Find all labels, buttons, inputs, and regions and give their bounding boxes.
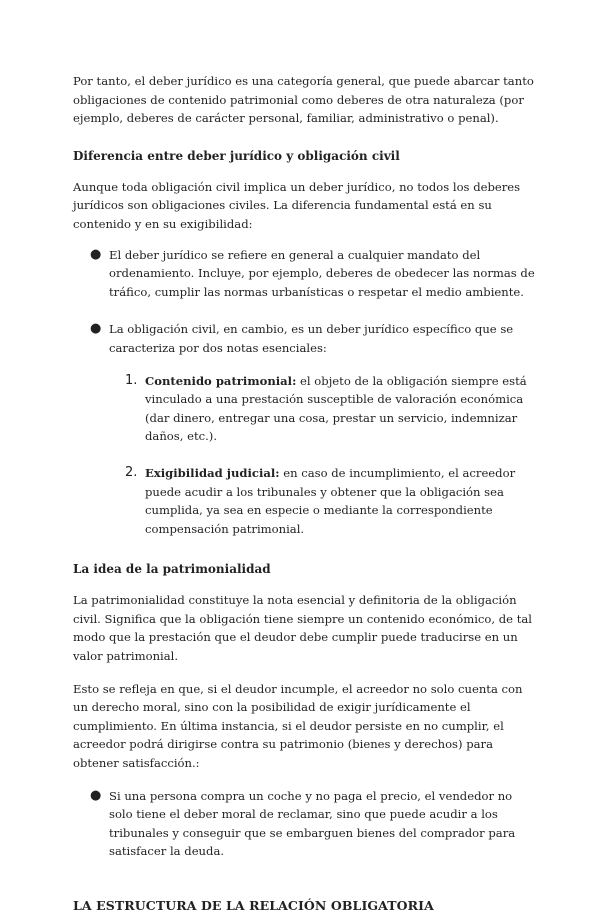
number-marker: 1. [125, 372, 138, 388]
term-text: el objeto de la obligación siempre está vinculado a una prestación susceptible de valoración económica (dar dinero, entregar una cosa, prestar un servicio, indemnizar daños, etc.). [145, 373, 527, 444]
bullet-marker: ● [90, 787, 102, 803]
diferencia-bullet-list [73, 246, 538, 539]
term-label: Exigibilidad judicial: [145, 465, 280, 480]
intro-paragraph: Por tanto, el deber jurídico es una categoría general, que puede abarcar tanto obligaciones de contenido patrimonial como deberes de otra naturaleza (por ejemplo, deberes de carácter personal, familiar, administrativo o penal). [73, 74, 534, 126]
patrimonialidad-bullet-list [73, 787, 538, 861]
list-item [73, 464, 538, 538]
bullet-text: La obligación civil, en cambio, es un deber jurídico específico que se caracteriza por dos notas esenciales: [109, 322, 514, 355]
section-heading-estructura: LA ESTRUCTURA DE LA RELACIÓN OBLIGATORIA [73, 898, 434, 913]
patrimonialidad-paragraph-2: Esto se refleja en que, si el deudor incumple, el acreedor no solo cuenta con un derecho moral, sino con la posibilidad de exigir jurídicamente el cumplimiento. En última instancia, si el deudor persiste en no cumplir, el acreedor podrá dirigirse contra su patrimonio (bienes y derechos) para obtener satisfacción.: [73, 681, 523, 771]
bullet-marker: ● [90, 246, 102, 262]
bullet-text: El deber jurídico se refiere en general a cualquier mandato del ordenamiento. Incluye, por ejemplo, deberes de obedecer las normas de tráfico, cumplir las normas urbanísticas o respetar el medio ambiente. [109, 247, 535, 299]
term-label: Contenido patrimonial: [145, 373, 297, 388]
list-item [73, 246, 538, 302]
section-heading-patrimonialidad: La idea de la patrimonialidad [73, 562, 271, 577]
section-heading-diferencia: Diferencia entre deber jurídico y obligación civil [73, 148, 400, 163]
list-item [73, 787, 538, 861]
list-item [73, 372, 538, 446]
term-text: en caso de incumplimiento, el acreedor puede acudir a los tribunales y obtener que la obligación sea cumplida, ya sea en especie o mediante la correspondiente compensación patrimonial. [145, 465, 516, 536]
diferencia-paragraph: Aunque toda obligación civil implica un deber jurídico, no todos los deberes jurídicos son obligaciones civiles. La diferencia fundamental está en su contenido y en su exigibilidad: [73, 179, 521, 231]
list-item [73, 320, 538, 538]
obligacion-notes-list [73, 372, 538, 539]
bullet-marker: ● [90, 321, 102, 337]
document-page [73, 72, 538, 915]
number-marker: 2. [125, 464, 138, 480]
bullet-text: Si una persona compra un coche y no paga el precio, el vendedor no solo tiene el deber moral de reclamar, sino que puede acudir a los tribunales y conseguir que se embarguen bienes del comprador para satisfacer la deuda. [109, 788, 516, 859]
patrimonialidad-paragraph-1: La patrimonialidad constituye la nota esencial y definitoria de la obligación civil. Significa que la obligación tiene siempre un contenido económico, de tal modo que la prestación que el deudor debe cumplir puede traducirse en un valor patrimonial. [73, 593, 533, 664]
